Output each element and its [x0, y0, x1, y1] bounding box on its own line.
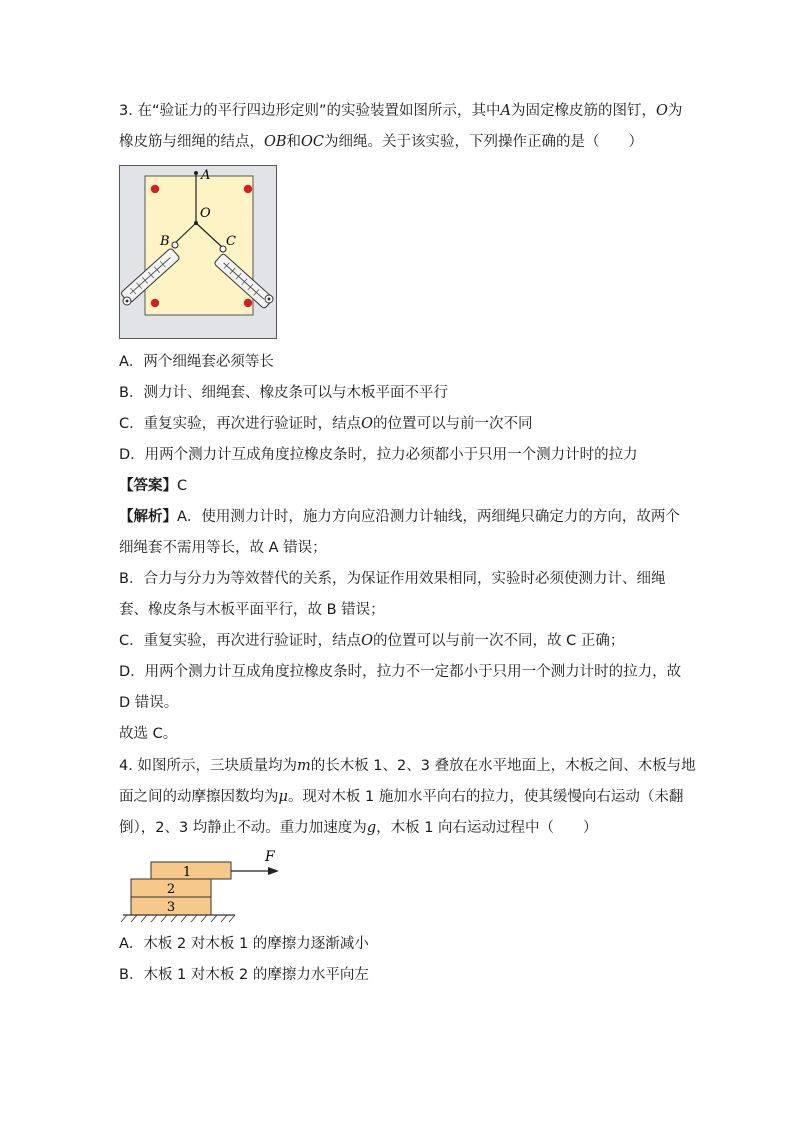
pin-icon — [244, 185, 252, 193]
q4-stem-line-2: 面之间的动摩擦因数均为μ。现对木板 1 施加水平向右的拉力，使其缓慢向右运动（未翻 — [119, 789, 684, 805]
q3-answer: 【答案】C — [119, 478, 188, 494]
q3-analysis-line-7: D 错误。 — [119, 695, 179, 711]
q3-option-b: B．测力计、细绳套、橡皮条可以与木板平面不平行 — [119, 385, 448, 401]
arrow-head-icon — [268, 867, 279, 875]
q3-apparatus-figure — [119, 165, 279, 340]
q3-analysis-line-4: 套、橡皮条与木板平面平行，故 B 错误； — [119, 602, 385, 618]
q3-option-a: A．两个细绳套必须等长 — [119, 354, 274, 370]
pin-icon — [244, 299, 252, 307]
q4-option-a: A．木板 2 对木板 1 的摩擦力逐渐减小 — [119, 936, 369, 952]
q3-stem-line-1: 3. 在“验证力的平行四边形定则”的实验装置如图所示，其中A为固定橡皮筋的图钉，O为 — [119, 103, 683, 119]
q3-analysis-line-2: 细绳套不需用等长，故 A 错误； — [119, 540, 327, 556]
force-label: F — [265, 849, 275, 865]
label-o: O — [200, 206, 211, 221]
q3-analysis-line-6: D．用两个测力计互成角度拉橡皮条时，拉力不一定都小于只用一个测力计时的拉力，故 — [119, 664, 682, 680]
q4-stem-line-1: 4. 如图所示，三块质量均为m的长木板 1、2、3 叠放在水平地面上，木板之间、木板与地 — [119, 758, 696, 774]
q3-stem-line-2: 橡皮筋与细绳的结点，OB和OC为细绳。关于该实验，下列操作正确的是（ ） — [119, 134, 644, 150]
pin-icon — [151, 185, 159, 193]
board-2-label: 2 — [166, 882, 176, 897]
label-b: B — [160, 234, 170, 249]
q4-stem-line-3: 倒），2、3 均静止不动。重力加速度为g，木板 1 向右运动过程中（ ） — [119, 820, 598, 836]
q3-option-c: C．重复实验，再次进行验证时，结点O的位置可以与前一次不同 — [119, 416, 533, 432]
label-c: C — [226, 234, 236, 249]
q3-option-d: D．用两个测力计互成角度拉橡皮条时，拉力必须都小于只用一个测力计时的拉力 — [119, 447, 638, 463]
q4-boards-figure — [119, 845, 289, 925]
pin-icon — [151, 299, 159, 307]
ground-hatching — [121, 915, 235, 922]
q3-analysis-line-8: 故选 C。 — [119, 726, 178, 742]
board-1-label: 1 — [182, 865, 192, 880]
q3-analysis-line-3: B．合力与分力为等效替代的关系，为保证作用效果相同，实验时必须使测力计、细绳 — [119, 571, 666, 587]
q3-analysis-line-1: 【解析】A．使用测力计时，施力方向应沿测力计轴线，两细绳只确定力的方向，故两个 — [119, 509, 680, 525]
q4-option-b: B．木板 1 对木板 2 的摩擦力水平向左 — [119, 967, 369, 983]
q3-analysis-line-5: C．重复实验，再次进行验证时，结点O的位置可以与前一次不同，故 C 正确； — [119, 633, 625, 649]
board-3-label: 3 — [166, 900, 176, 915]
label-a: A — [201, 168, 211, 183]
